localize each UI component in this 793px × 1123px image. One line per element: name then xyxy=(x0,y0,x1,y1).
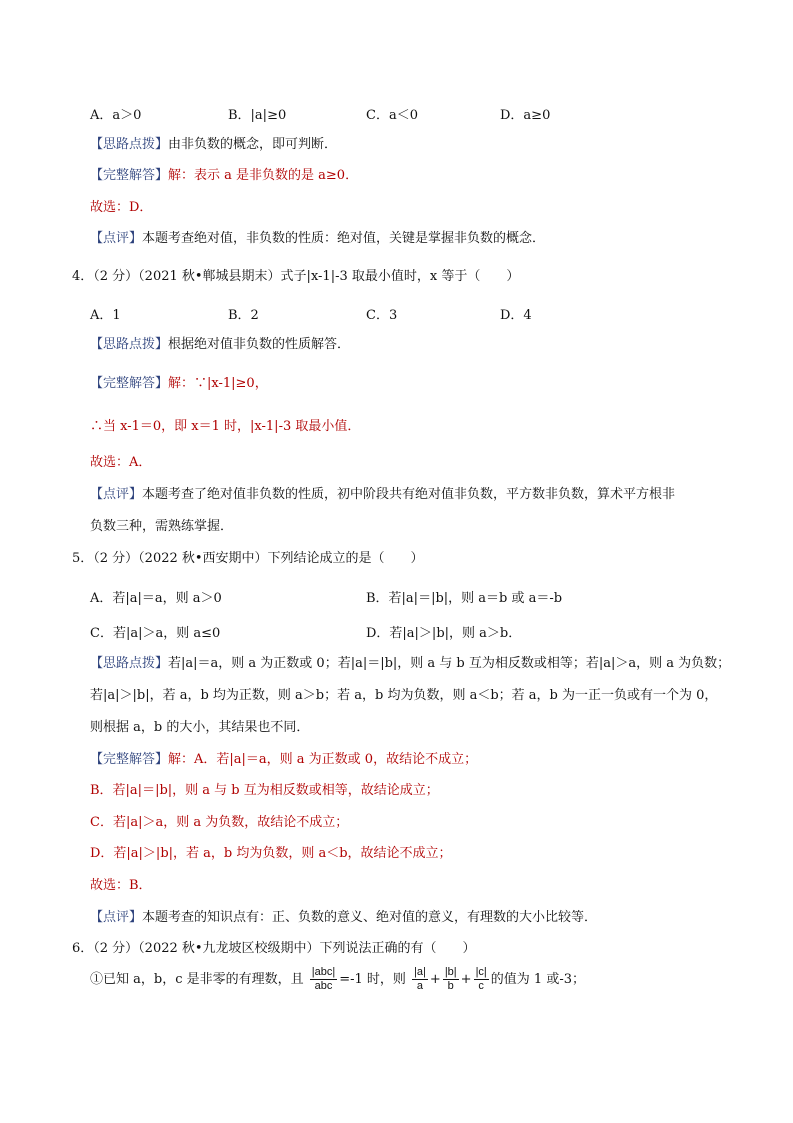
q3-option-d: D．a≥0 xyxy=(500,108,551,123)
q4-review xyxy=(90,486,675,504)
review-tag: 【点评】 xyxy=(90,231,143,246)
q5-hint xyxy=(90,655,730,673)
fraction-abs-b-over-b xyxy=(443,966,459,993)
q4-option-b: B．2 xyxy=(228,308,259,323)
review-tag: 【点评】 xyxy=(90,910,143,925)
q5-solution-b: B．若|a|＝|b|，则 a 与 b 互为相反数或相等，故结论成立； xyxy=(90,783,439,798)
solution-tag: 【完整解答】 xyxy=(90,376,169,391)
fraction-numerator: |b| xyxy=(444,966,457,978)
q5-answer: 故选：B． xyxy=(90,878,152,893)
plus-sign: + xyxy=(460,972,472,987)
q3-hint xyxy=(90,136,337,154)
q3-answer: 故选：D． xyxy=(90,200,153,215)
hint-tag: 【思路点拨】 xyxy=(90,337,169,352)
q6-item1-text-a: ①已知 a，b，c 是非零的有理数，且 xyxy=(90,972,304,987)
q5-hint-line3: 则根据 a，b 的大小，其结果也不同． xyxy=(90,720,310,735)
q6-item1 xyxy=(90,966,585,994)
q6-item1-text-b: =-1 时，则 xyxy=(339,972,406,987)
fraction-numerator: |abc| xyxy=(311,966,336,978)
hint-tag: 【思路点拨】 xyxy=(90,137,169,152)
solution-text: 解：表示 a 是非负数的是 a≥0． xyxy=(168,168,359,183)
q4-stem: 4．（2 分）（2021 秋•郸城县期末）式子|x-1|-3 取最小值时，x 等于（ ） xyxy=(72,269,520,284)
fraction-denominator: c xyxy=(478,980,484,992)
q5-hint-line2: 若|a|＞|b|，若 a，b 均为正数，则 a＞b；若 a，b 均为负数，则 a＜b；若 a，b 为一正一负或有一个为 0， xyxy=(90,688,718,703)
q6-stem: 6．（2 分）（2022 秋•九龙坡区校级期中）下列说法正确的有（ ） xyxy=(72,941,476,956)
plus-sign: + xyxy=(429,972,441,987)
fraction-abs-abc-over-abc xyxy=(310,966,337,993)
fraction-denominator: a xyxy=(416,980,424,992)
q5-option-b: B．若|a|＝|b|，则 a＝b 或 a＝-b xyxy=(366,591,563,606)
q3-option-b: B．|a|≥0 xyxy=(228,108,287,123)
fraction-numerator: |c| xyxy=(475,966,487,978)
solution-tag: 【完整解答】 xyxy=(90,168,169,183)
fraction-abs-a-over-a xyxy=(412,966,428,993)
review-text: 本题考查了绝对值非负数的性质，初中阶段共有绝对值非负数，平方数非负数，算术平方根非 xyxy=(142,487,676,502)
q4-solution xyxy=(90,375,268,393)
q5-solution-c: C．若|a|＞a，则 a 为负数，故结论不成立； xyxy=(90,815,349,830)
q3-solution xyxy=(90,167,358,185)
q5-solution xyxy=(90,751,477,769)
q4-answer: 故选：A． xyxy=(90,455,152,470)
q4-option-d: D．4 xyxy=(500,308,532,323)
q5-option-c: C．若|a|＞a，则 a≤0 xyxy=(90,626,221,641)
q5-option-a: A．若|a|＝a，则 a＞0 xyxy=(90,591,222,606)
solution-tag: 【完整解答】 xyxy=(90,752,169,767)
review-text: 本题考查绝对值，非负数的性质：绝对值，关键是掌握非负数的概念． xyxy=(142,231,546,246)
fraction-abs-c-over-c xyxy=(474,966,489,993)
q3-option-a: A．a＞0 xyxy=(90,108,142,123)
q4-step2: ∴当 x-1＝0，即 x＝1 时，|x-1|-3 取最小值． xyxy=(90,419,361,434)
q4-option-c: C．3 xyxy=(366,308,398,323)
hint-tag: 【思路点拨】 xyxy=(90,656,169,671)
q3-review xyxy=(90,230,545,248)
q4-review-cont: 负数三种，需熟练掌握． xyxy=(90,519,234,534)
q4-option-a: A．1 xyxy=(90,308,121,323)
review-tag: 【点评】 xyxy=(90,487,143,502)
fraction-denominator: abc xyxy=(314,980,333,992)
q5-solution-d: D．若|a|＞|b|，若 a，b 均为负数，则 a＜b，故结论不成立； xyxy=(90,846,452,861)
q5-stem: 5．（2 分）（2022 秋•西安期中）下列结论成立的是（ ） xyxy=(72,551,424,566)
hint-text: 若|a|＝a，则 a 为正数或 0；若|a|＝|b|，则 a 与 b 互为相反数或相等；若|a|＞a，则 a 为负数； xyxy=(168,656,731,671)
hint-text: 由非负数的概念，即可判断． xyxy=(168,137,338,152)
fraction-denominator: b xyxy=(447,980,454,992)
solution-text: 解：∵|x-1|≥0， xyxy=(168,376,268,391)
solution-text: 解：A．若|a|＝a，则 a 为正数或 0，故结论不成立； xyxy=(168,752,478,767)
review-text: 本题考查的知识点有：正、负数的意义、绝对值的意义，有理数的大小比较等． xyxy=(142,910,598,925)
hint-text: 根据绝对值非负数的性质解答． xyxy=(168,337,351,352)
fraction-numerator: |a| xyxy=(414,966,426,978)
q3-option-c: C．a＜0 xyxy=(366,108,418,123)
q5-option-d: D．若|a|＞|b|，则 a＞b． xyxy=(366,626,522,641)
q6-item1-text-c: 的值为 1 或-3； xyxy=(490,972,585,987)
q5-review xyxy=(90,909,597,927)
q4-hint xyxy=(90,336,350,354)
